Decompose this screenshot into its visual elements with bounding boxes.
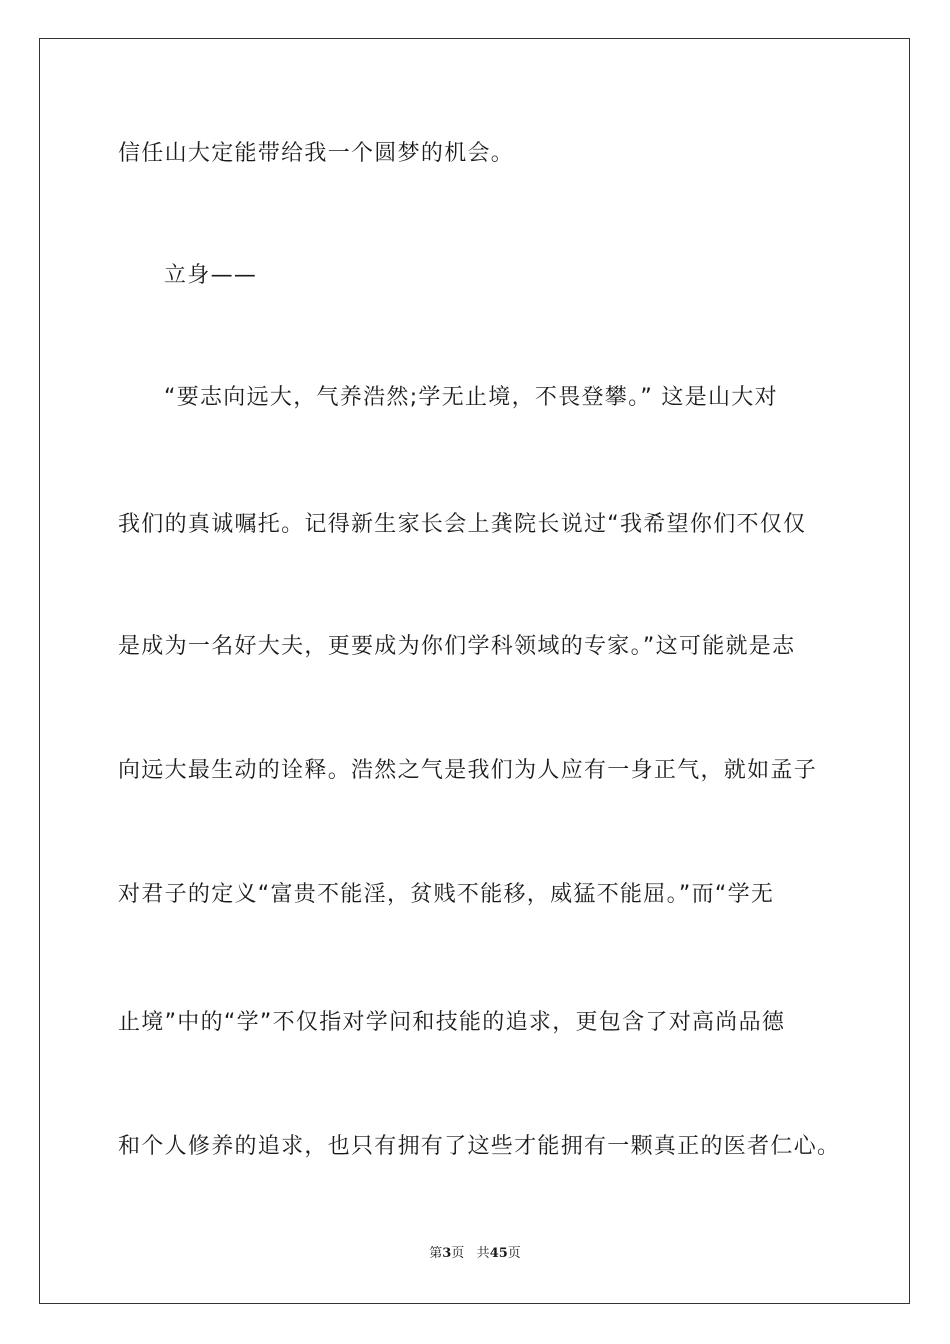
section-heading: 立身—— (164, 263, 258, 288)
footer-total-pages: 45 (489, 1246, 508, 1261)
text-line-2: “要志向远大，气养浩然;学无止境，不畏登攀。” 这是山大对 (164, 385, 778, 410)
text-line-3: 我们的真诚嘱托。记得新生家长会上龚院长说过“我希望你们不仅仅 (118, 512, 807, 537)
text-line-4: 是成为一名好大夫，更要成为你们学科领域的专家。”这可能就是志 (118, 634, 796, 659)
footer-page-number: 3 (442, 1246, 452, 1261)
text-line-1: 信任山大定能带给我一个圆梦的机会。 (118, 141, 515, 166)
footer-total-suffix: 页 (507, 1246, 521, 1261)
text-line-6: 对君子的定义“富贵不能淫，贫贱不能移，威猛不能屈。”而“学无 (118, 882, 775, 907)
page-border (39, 38, 910, 1304)
footer-page-suffix: 页 (451, 1246, 465, 1261)
text-line-8: 和个人修养的追求，也只有拥有了这些才能拥有一颗真正的医者仁心。 (118, 1134, 841, 1159)
footer-total-prefix: 共 (476, 1246, 490, 1261)
text-line-7: 止境”中的“学”不仅指对学问和技能的追求，更包含了对高尚品德 (118, 1010, 786, 1035)
footer-page-prefix: 第 (429, 1246, 443, 1261)
page-footer (0, 1245, 950, 1263)
text-line-5: 向远大最生动的诠释。浩然之气是我们为人应有一身正气，就如孟子 (118, 758, 818, 783)
